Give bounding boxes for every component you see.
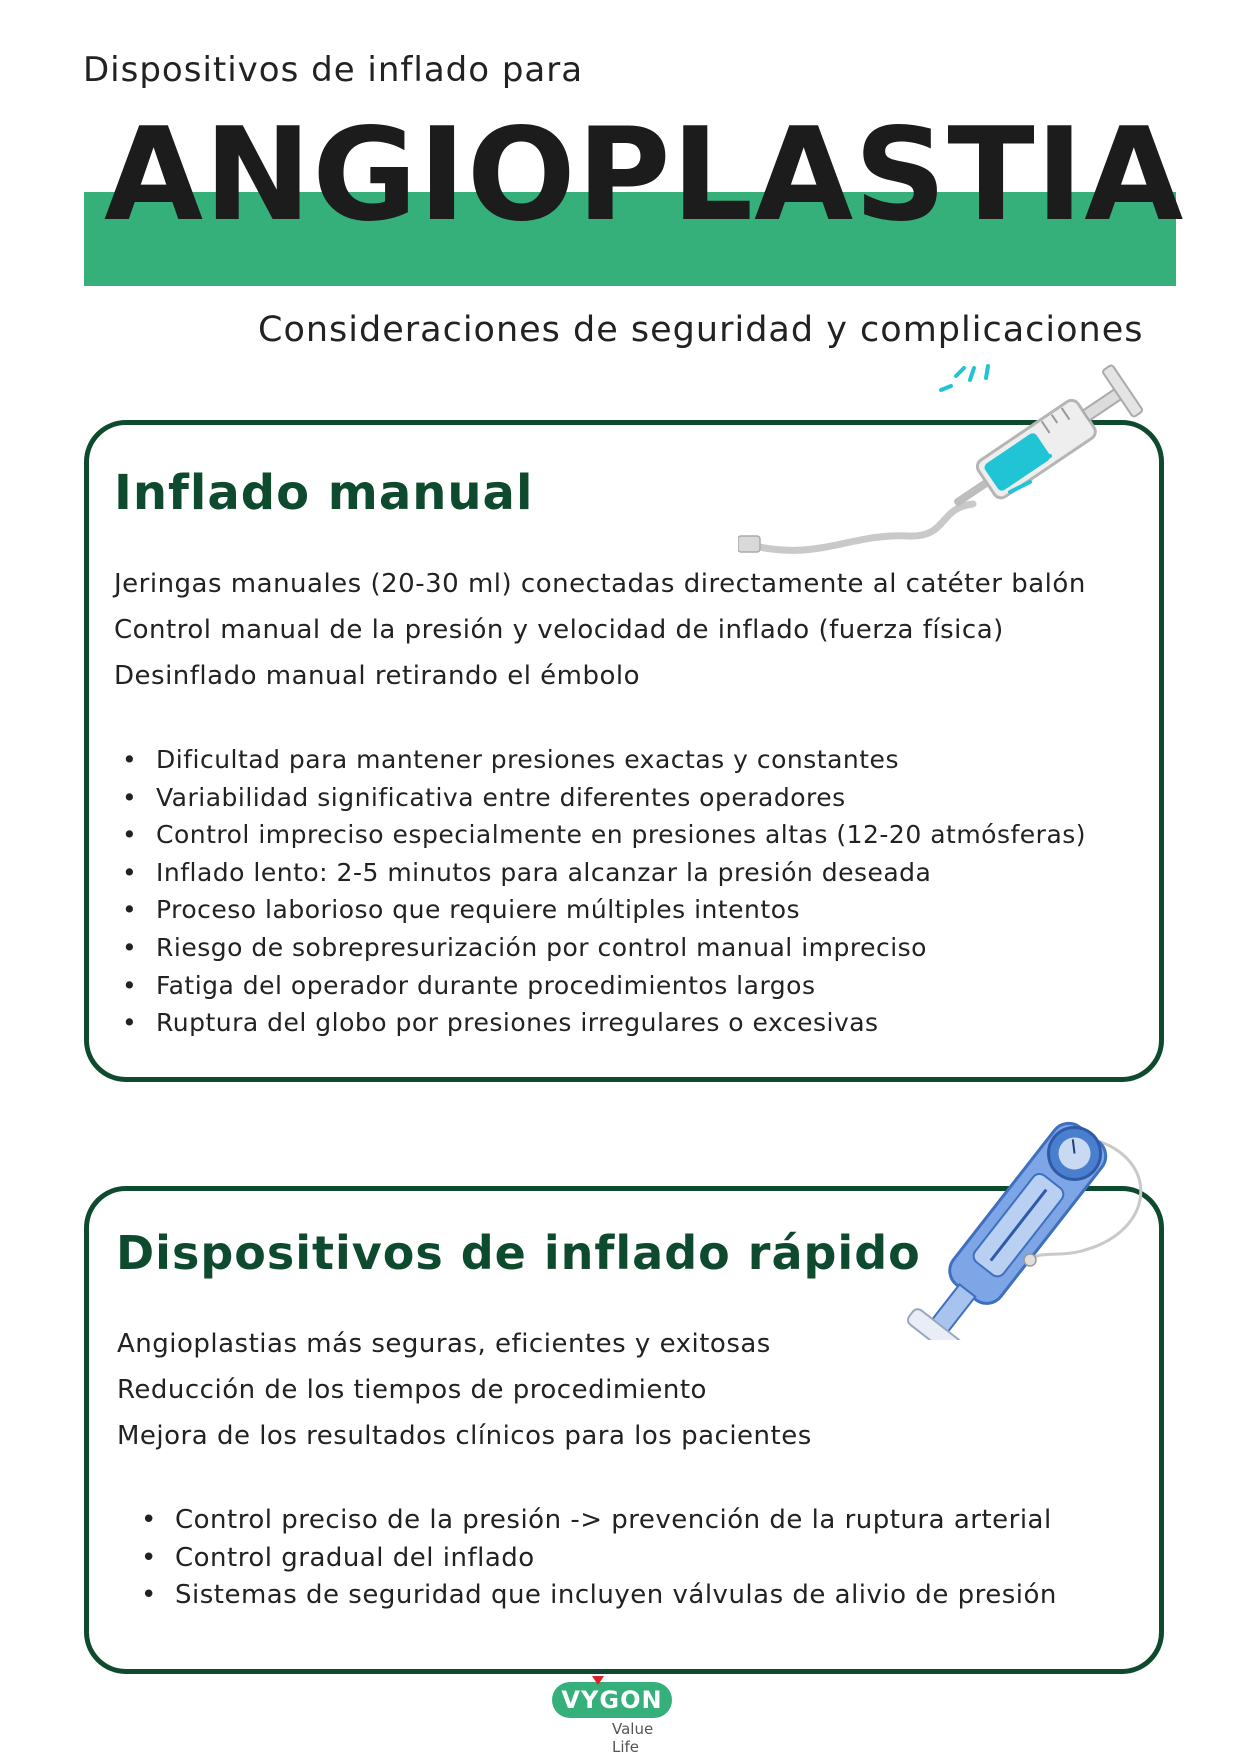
manual-description-list (114, 569, 1086, 707)
pretitle: Dispositivos de inflado para (83, 50, 584, 90)
manual-drawbacks-list (122, 745, 1086, 1046)
rapid-features-list (141, 1505, 1057, 1618)
list-item: Desinflado manual retirando el émbolo (114, 661, 641, 691)
list-item: • Variabilidad significativa entre diferentes operadores (122, 783, 1086, 821)
rapid-inflation-title: Dispositivos de inflado rápido (116, 1226, 921, 1280)
list-item: • Control preciso de la presión -> prevención de la ruptura arterial (141, 1505, 1057, 1543)
list-item: • Fatiga del operador durante procedimientos largos (122, 971, 1086, 1009)
list-item: • Sistemas de seguridad que incluyen válvulas de alivio de presión (141, 1580, 1057, 1618)
brand-tagline: Value Life (612, 1720, 654, 1756)
list-item: • Inflado lento: 2-5 minutos para alcanzar la presión deseada (122, 858, 1086, 896)
list-item: • Proceso laborioso que requiere múltiples intentos (122, 895, 1086, 933)
list-item: • Control impreciso especialmente en presiones altas (12-20 atmósferas) (122, 820, 1086, 858)
rapid-benefits-list (117, 1329, 812, 1467)
manual-inflation-title: Inflado manual (114, 465, 534, 521)
brand-logo: VYGON (552, 1682, 672, 1718)
list-item: • Ruptura del globo por presiones irregulares o excesivas (122, 1008, 1086, 1046)
list-item: Control manual de la presión y velocidad de inflado (fuerza física) (114, 615, 1004, 645)
list-item: • Riesgo de sobrepresurización por control manual impreciso (122, 933, 1086, 971)
logo-accent-mark (592, 1676, 604, 1685)
list-item: • Control gradual del inflado (141, 1543, 1057, 1581)
list-item: • Dificultad para mantener presiones exactas y constantes (122, 745, 1086, 783)
list-item: Reducción de los tiempos de procedimiento (117, 1375, 707, 1405)
syringe-icon (738, 358, 1158, 558)
list-item: Jeringas manuales (20-30 ml) conectadas directamente al catéter balón (114, 569, 1086, 599)
vygon-logo (552, 1676, 682, 1756)
list-item: Angioplastias más seguras, eficientes y exitosas (117, 1329, 771, 1359)
inflation-device-icon (870, 1100, 1160, 1340)
page-title: ANGIOPLASTIA (104, 101, 1185, 250)
list-item: Mejora de los resultados clínicos para los pacientes (117, 1421, 812, 1451)
page-subtitle: Consideraciones de seguridad y complicaciones (258, 310, 1144, 350)
